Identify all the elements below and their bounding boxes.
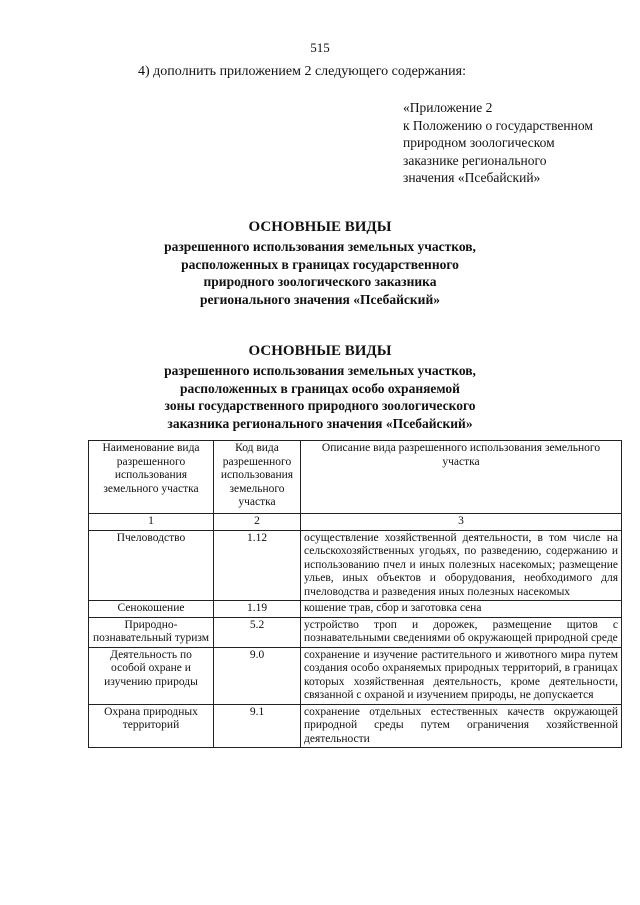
heading-protected-zone — [0, 340, 640, 432]
row-name: Охрана природных территорий — [89, 704, 214, 748]
table-row — [89, 704, 622, 748]
heading-line: зоны государственного природного зоологического — [164, 398, 476, 413]
header-name: Наименование вида разрешенного использования земельного участка — [89, 441, 214, 514]
appendix-line: значения «Псебайский» — [403, 170, 541, 185]
heading-title: ОСНОВНЫЕ ВИДЫ — [248, 219, 392, 235]
row-code: 5.2 — [214, 617, 301, 647]
row-description: устройство троп и дорожек, размещение щитов с познавательными сведениями об окружающей природной среде — [301, 617, 622, 647]
header-description: Описание вида разрешенного использования земельного участка — [301, 441, 622, 514]
heading-line: регионального значения «Псебайский» — [200, 291, 440, 307]
column-number: 1 — [89, 514, 214, 531]
appendix-line: заказнике регионального — [403, 152, 547, 168]
heading-main — [0, 216, 640, 308]
row-code: 9.0 — [214, 647, 301, 704]
appendix-line: «Приложение 2 — [403, 100, 493, 115]
appendix-reference — [403, 99, 633, 187]
heading-line: расположенных в границах особо охраняемой — [180, 380, 460, 396]
row-description: осуществление хозяйственной деятельности, в том числе на сельскохозяйственных угодьях, по разведению, содержанию и использованию пчел и иных полезных насекомых; размещение ульев, иных объектов и оборудования, необходимого для пчеловодства и разведения иных полезных насекомых — [301, 530, 622, 601]
land-use-table — [88, 440, 622, 748]
heading-line: заказника регионального значения «Псебайский» — [167, 415, 473, 431]
intro-text: 4) дополнить приложением 2 следующего содержания: — [138, 64, 466, 79]
table-header-row — [89, 441, 622, 514]
appendix-line: природном зоологическом — [403, 135, 555, 150]
column-number-row — [89, 514, 622, 531]
row-description: кошение трав, сбор и заготовка сена — [301, 601, 622, 618]
header-code: Код вида разрешенного использования земельного участка — [214, 441, 301, 514]
row-code: 1.19 — [214, 601, 301, 618]
row-name: Сенокошение — [89, 601, 214, 618]
heading-title: ОСНОВНЫЕ ВИДЫ — [248, 343, 392, 359]
row-name: Деятельность по особой охране и изучению природы — [89, 647, 214, 704]
row-description: сохранение отдельных естественных качеств окружающей природной среды путем ограничения хозяйственной деятельности — [301, 704, 622, 748]
row-name: Пчеловодство — [89, 530, 214, 601]
heading-line: расположенных в границах государственного — [181, 256, 459, 272]
table-row — [89, 601, 622, 618]
table-row — [89, 647, 622, 704]
heading-line: разрешенного использования земельных участков, — [164, 363, 476, 378]
page-number: 515 — [310, 40, 330, 55]
appendix-line: к Положению о государственном — [403, 117, 593, 133]
row-code: 9.1 — [214, 704, 301, 748]
heading-line: разрешенного использования земельных участков, — [164, 239, 476, 254]
row-description: сохранение и изучение растительного и животного мира путем создания особо охраняемых природных территорий, в границах которых хозяйственная деятельность, кроме деятельности, связанной с охраной и изучением природы, не допускается — [301, 647, 622, 704]
heading-line: природного зоологического заказника — [203, 274, 437, 289]
row-code: 1.12 — [214, 530, 301, 601]
row-name: Природно-познавательный туризм — [89, 617, 214, 647]
table-row — [89, 530, 622, 601]
column-number: 2 — [214, 514, 301, 531]
table-row — [89, 617, 622, 647]
column-number: 3 — [301, 514, 622, 531]
